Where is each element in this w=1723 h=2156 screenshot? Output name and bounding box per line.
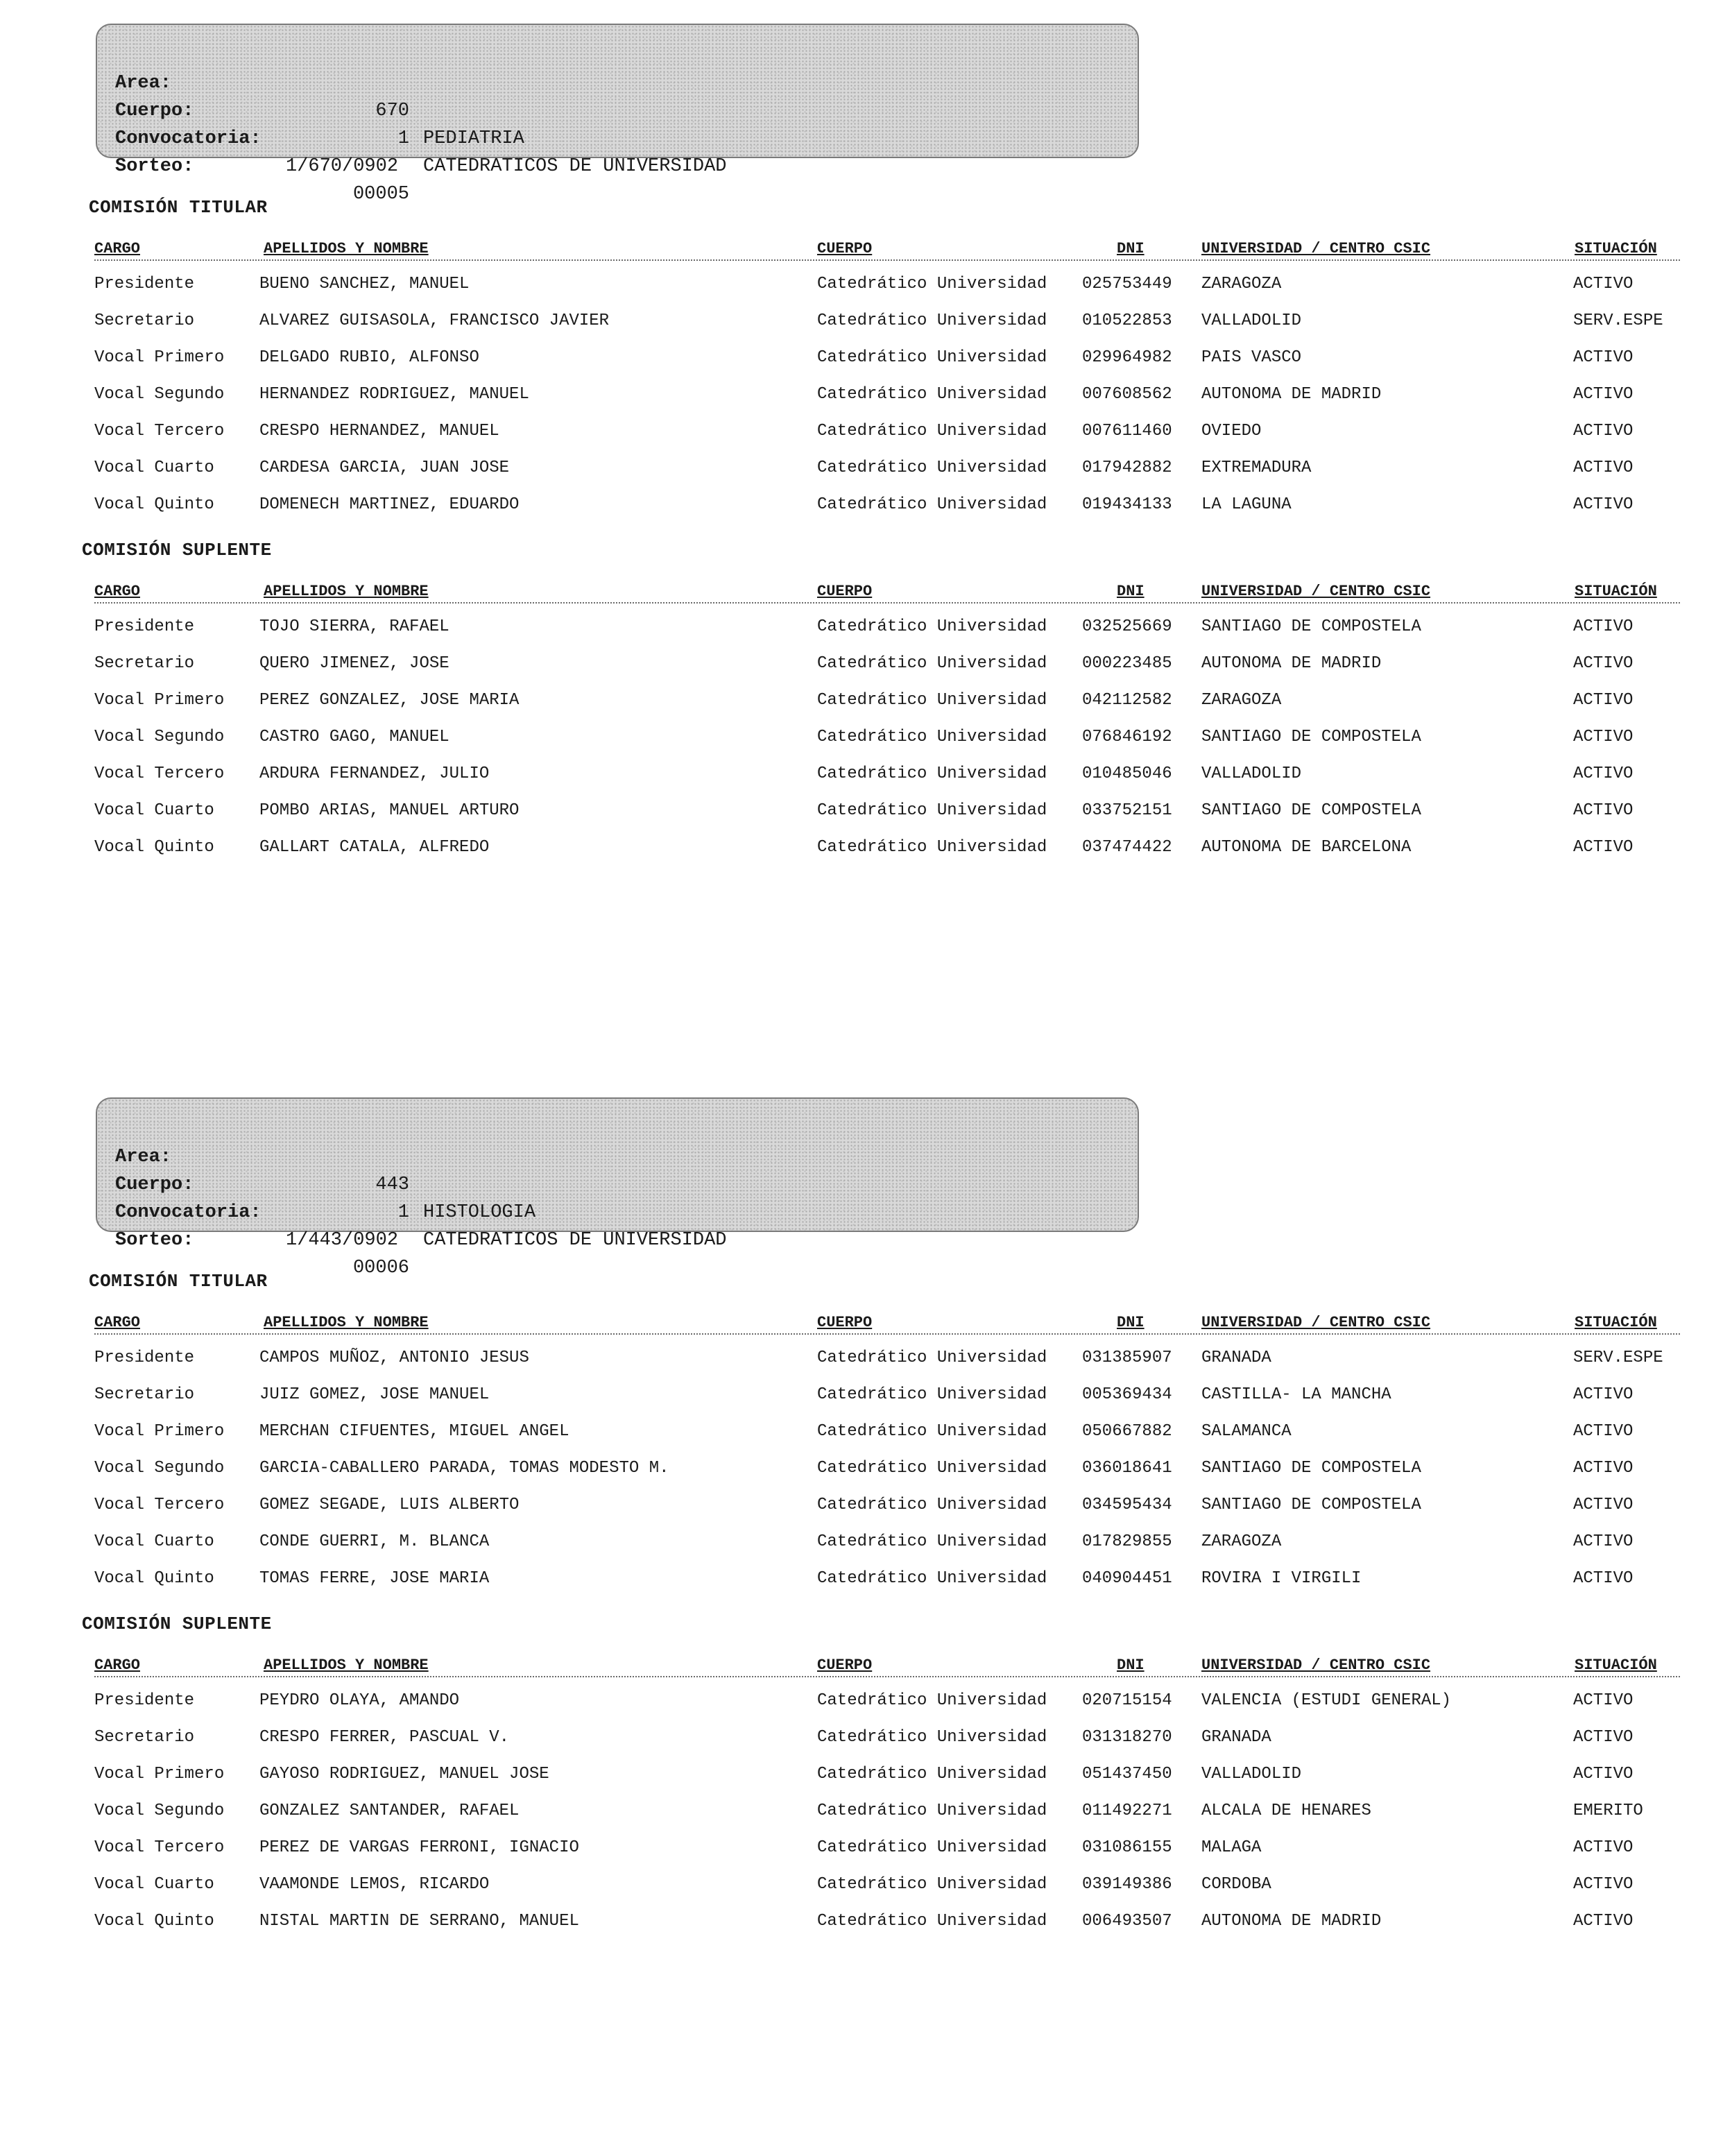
header-rule xyxy=(94,1676,1680,1677)
cuerpo-cell: Catedrático Universidad xyxy=(817,1691,1047,1710)
universidad-cell: CORDOBA xyxy=(1201,1875,1271,1894)
sorteo-label: Sorteo: xyxy=(115,156,194,177)
table-row xyxy=(0,1565,1723,1593)
cuerpo-cell: Catedrático Universidad xyxy=(817,617,1047,636)
cuerpo-cell: Catedrático Universidad xyxy=(817,1912,1047,1931)
table-row xyxy=(0,1761,1723,1788)
cuerpo-cell: Catedrático Universidad xyxy=(817,1385,1047,1404)
table-row xyxy=(0,760,1723,788)
situacion-cell: ACTIVO xyxy=(1573,1765,1634,1783)
situacion-cell: ACTIVO xyxy=(1573,1569,1634,1588)
sorteo-value: 00005 xyxy=(352,184,409,205)
dni-cell: 006493507 xyxy=(1082,1912,1172,1931)
table-row xyxy=(0,613,1723,641)
dni-cell: 000223485 xyxy=(1082,654,1172,673)
table-row xyxy=(0,797,1723,825)
cuerpo-cell: Catedrático Universidad xyxy=(817,311,1047,330)
apellidos-cell: TOJO SIERRA, RAFAEL xyxy=(259,617,449,636)
cuerpo-cell: Catedrático Universidad xyxy=(817,1422,1047,1441)
col-apellidos: APELLIDOS Y NOMBRE xyxy=(264,583,429,600)
universidad-cell: LA LAGUNA xyxy=(1201,495,1292,514)
universidad-cell: SANTIAGO DE COMPOSTELA xyxy=(1201,801,1421,820)
cuerpo-cell: Catedrático Universidad xyxy=(817,422,1047,440)
situacion-cell: ACTIVO xyxy=(1573,617,1634,636)
situacion-cell: ACTIVO xyxy=(1573,1838,1634,1857)
apellidos-cell: CAMPOS MUÑOZ, ANTONIO JESUS xyxy=(259,1349,529,1367)
dni-cell: 011492271 xyxy=(1082,1802,1172,1820)
cargo-cell: Vocal Primero xyxy=(94,348,225,367)
dni-cell: 050667882 xyxy=(1082,1422,1172,1441)
table-row xyxy=(0,834,1723,862)
dni-cell: 034595434 xyxy=(1082,1496,1172,1514)
apellidos-cell: NISTAL MARTIN DE SERRANO, MANUEL xyxy=(259,1912,579,1931)
dni-cell: 037474422 xyxy=(1082,838,1172,857)
universidad-cell: AUTONOMA DE MADRID xyxy=(1201,1912,1382,1931)
universidad-cell: SALAMANCA xyxy=(1201,1422,1292,1441)
cargo-cell: Vocal Cuarto xyxy=(94,1532,214,1551)
cuerpo-cell: Catedrático Universidad xyxy=(817,838,1047,857)
situacion-cell: ACTIVO xyxy=(1573,1728,1634,1747)
situacion-cell: EMERITO xyxy=(1573,1802,1643,1820)
dni-cell: 020715154 xyxy=(1082,1691,1172,1710)
dni-cell: 010522853 xyxy=(1082,311,1172,330)
cargo-cell: Vocal Tercero xyxy=(94,1838,225,1857)
cuerpo-cell: Catedrático Universidad xyxy=(817,1459,1047,1478)
cargo-cell: Secretario xyxy=(94,311,195,330)
convocatoria-value: 1/443/0902 xyxy=(286,1230,399,1251)
table-row xyxy=(0,1528,1723,1556)
situacion-cell: ACTIVO xyxy=(1573,1422,1634,1441)
universidad-cell: AUTONOMA DE MADRID xyxy=(1201,385,1382,404)
situacion-cell: ACTIVO xyxy=(1573,728,1634,746)
dni-cell: 051437450 xyxy=(1082,1765,1172,1783)
table-row xyxy=(0,381,1723,409)
cargo-cell: Vocal Primero xyxy=(94,1765,225,1783)
dni-cell: 031318270 xyxy=(1082,1728,1172,1747)
cargo-cell: Vocal Primero xyxy=(94,691,225,710)
cargo-cell: Vocal Quinto xyxy=(94,495,214,514)
table-row xyxy=(0,1724,1723,1752)
dni-cell: 019434133 xyxy=(1082,495,1172,514)
cargo-cell: Secretario xyxy=(94,1728,195,1747)
dni-cell: 010485046 xyxy=(1082,764,1172,783)
universidad-cell: ZARAGOZA xyxy=(1201,1532,1282,1551)
dni-cell: 033752151 xyxy=(1082,801,1172,820)
apellidos-cell: GALLART CATALA, ALFREDO xyxy=(259,838,490,857)
cuerpo-cell: Catedrático Universidad xyxy=(817,1569,1047,1588)
apellidos-cell: GARCIA-CABALLERO PARADA, TOMAS MODESTO M. xyxy=(259,1459,669,1478)
dni-cell: 005369434 xyxy=(1082,1385,1172,1404)
col-situacion: SITUACIÓN xyxy=(1575,1657,1657,1674)
dni-cell: 031385907 xyxy=(1082,1349,1172,1367)
cuerpo-cell: Catedrático Universidad xyxy=(817,764,1047,783)
table-row xyxy=(0,1871,1723,1899)
table-row xyxy=(0,418,1723,445)
table-row xyxy=(0,271,1723,298)
situacion-cell: ACTIVO xyxy=(1573,838,1634,857)
situacion-cell: ACTIVO xyxy=(1573,385,1634,404)
universidad-cell: VALENCIA (ESTUDI GENERAL) xyxy=(1201,1691,1452,1710)
apellidos-cell: PEREZ DE VARGAS FERRONI, IGNACIO xyxy=(259,1838,579,1857)
dni-cell: 076846192 xyxy=(1082,728,1172,746)
situacion-cell: ACTIVO xyxy=(1573,422,1634,440)
dni-cell: 036018641 xyxy=(1082,1459,1172,1478)
col-situacion: SITUACIÓN xyxy=(1575,240,1657,257)
comision-titular-title: COMISIÓN TITULAR xyxy=(89,1271,268,1292)
apellidos-cell: PEYDRO OLAYA, AMANDO xyxy=(259,1691,460,1710)
area-label: Area: xyxy=(115,73,172,94)
cuerpo-cell: Catedrático Universidad xyxy=(817,385,1047,404)
dni-cell: 040904451 xyxy=(1082,1569,1172,1588)
dni-cell: 032525669 xyxy=(1082,617,1172,636)
col-cuerpo: CUERPO xyxy=(817,1314,873,1331)
cuerpo-cell: Catedrático Universidad xyxy=(817,801,1047,820)
universidad-cell: SANTIAGO DE COMPOSTELA xyxy=(1201,1496,1421,1514)
cargo-cell: Vocal Tercero xyxy=(94,1496,225,1514)
table-row xyxy=(0,1834,1723,1862)
universidad-cell: SANTIAGO DE COMPOSTELA xyxy=(1201,617,1421,636)
convocatoria-header-box xyxy=(96,24,1139,205)
cuerpo-cell: Catedrático Universidad xyxy=(817,1765,1047,1783)
apellidos-cell: DOMENECH MARTINEZ, EDUARDO xyxy=(259,495,520,514)
apellidos-cell: GONZALEZ SANTANDER, RAFAEL xyxy=(259,1802,520,1820)
situacion-cell: SERV.ESPE xyxy=(1573,311,1663,330)
situacion-cell: ACTIVO xyxy=(1573,691,1634,710)
header-rule xyxy=(94,602,1680,604)
cargo-cell: Vocal Cuarto xyxy=(94,459,214,477)
universidad-cell: AUTONOMA DE MADRID xyxy=(1201,654,1382,673)
apellidos-cell: BUENO SANCHEZ, MANUEL xyxy=(259,275,470,293)
universidad-cell: ZARAGOZA xyxy=(1201,691,1282,710)
table-row xyxy=(0,1797,1723,1825)
cuerpo-cell: Catedrático Universidad xyxy=(817,348,1047,367)
cargo-cell: Presidente xyxy=(94,275,195,293)
situacion-cell: ACTIVO xyxy=(1573,495,1634,514)
situacion-cell: ACTIVO xyxy=(1573,1496,1634,1514)
apellidos-cell: HERNANDEZ RODRIGUEZ, MANUEL xyxy=(259,385,529,404)
table-row xyxy=(0,687,1723,715)
cuerpo-code: 1 xyxy=(397,1202,409,1223)
dni-cell: 007611460 xyxy=(1082,422,1172,440)
area-label: Area: xyxy=(115,1147,172,1167)
universidad-cell: ZARAGOZA xyxy=(1201,275,1282,293)
apellidos-cell: MERCHAN CIFUENTES, MIGUEL ANGEL xyxy=(259,1422,569,1441)
apellidos-cell: GOMEZ SEGADE, LUIS ALBERTO xyxy=(259,1496,520,1514)
table-row xyxy=(0,1491,1723,1519)
cuerpo-cell: Catedrático Universidad xyxy=(817,728,1047,746)
universidad-cell: AUTONOMA DE BARCELONA xyxy=(1201,838,1412,857)
cargo-cell: Vocal Segundo xyxy=(94,1802,225,1820)
area-name: HISTOLOGIA xyxy=(423,1202,536,1223)
table-row xyxy=(0,1418,1723,1446)
cuerpo-cell: Catedrático Universidad xyxy=(817,654,1047,673)
situacion-cell: ACTIVO xyxy=(1573,654,1634,673)
dni-cell: 031086155 xyxy=(1082,1838,1172,1857)
apellidos-cell: GAYOSO RODRIGUEZ, MANUEL JOSE xyxy=(259,1765,549,1783)
apellidos-cell: JUIZ GOMEZ, JOSE MANUEL xyxy=(259,1385,490,1404)
table-row xyxy=(0,491,1723,519)
col-universidad: UNIVERSIDAD / CENTRO CSIC xyxy=(1201,1314,1431,1331)
situacion-cell: ACTIVO xyxy=(1573,1385,1634,1404)
area-code: 443 xyxy=(375,1174,409,1195)
col-dni: DNI xyxy=(1117,583,1145,600)
universidad-cell: SANTIAGO DE COMPOSTELA xyxy=(1201,1459,1421,1478)
apellidos-cell: TOMAS FERRE, JOSE MARIA xyxy=(259,1569,490,1588)
table-row xyxy=(0,1687,1723,1715)
universidad-cell: GRANADA xyxy=(1201,1349,1271,1367)
universidad-cell: SANTIAGO DE COMPOSTELA xyxy=(1201,728,1421,746)
area-code: 670 xyxy=(375,101,409,121)
col-dni: DNI xyxy=(1117,240,1145,257)
col-cargo: CARGO xyxy=(94,583,141,600)
col-cargo: CARGO xyxy=(94,240,141,257)
cargo-cell: Vocal Primero xyxy=(94,1422,225,1441)
dni-cell: 017942882 xyxy=(1082,459,1172,477)
cuerpo-cell: Catedrático Universidad xyxy=(817,459,1047,477)
cargo-cell: Secretario xyxy=(94,1385,195,1404)
cargo-cell: Presidente xyxy=(94,1349,195,1367)
dni-cell: 007608562 xyxy=(1082,385,1172,404)
cuerpo-cell: Catedrático Universidad xyxy=(817,275,1047,293)
apellidos-cell: CONDE GUERRI, M. BLANCA xyxy=(259,1532,490,1551)
sorteo-value: 00006 xyxy=(352,1258,409,1278)
col-situacion: SITUACIÓN xyxy=(1575,583,1657,600)
col-dni: DNI xyxy=(1117,1657,1145,1674)
cuerpo-cell: Catedrático Universidad xyxy=(817,1838,1047,1857)
universidad-cell: ALCALA DE HENARES xyxy=(1201,1802,1371,1820)
universidad-cell: MALAGA xyxy=(1201,1838,1262,1857)
table-row xyxy=(0,1908,1723,1935)
apellidos-cell: CRESPO HERNANDEZ, MANUEL xyxy=(259,422,499,440)
universidad-cell: OVIEDO xyxy=(1201,422,1262,440)
situacion-cell: ACTIVO xyxy=(1573,275,1634,293)
universidad-cell: CASTILLA- LA MANCHA xyxy=(1201,1385,1391,1404)
cuerpo-name: CATEDRATICOS DE UNIVERSIDAD xyxy=(423,156,727,177)
table-row xyxy=(0,344,1723,372)
situacion-cell: ACTIVO xyxy=(1573,348,1634,367)
apellidos-cell: ARDURA FERNANDEZ, JULIO xyxy=(259,764,490,783)
cargo-cell: Presidente xyxy=(94,617,195,636)
cargo-cell: Vocal Quinto xyxy=(94,838,214,857)
table-row xyxy=(0,1381,1723,1409)
convocatoria-label: Convocatoria: xyxy=(115,1202,262,1223)
apellidos-cell: QUERO JIMENEZ, JOSE xyxy=(259,654,449,673)
cargo-cell: Vocal Quinto xyxy=(94,1569,214,1588)
apellidos-cell: VAAMONDE LEMOS, RICARDO xyxy=(259,1875,490,1894)
col-cuerpo: CUERPO xyxy=(817,240,873,257)
col-situacion: SITUACIÓN xyxy=(1575,1314,1657,1331)
situacion-cell: ACTIVO xyxy=(1573,764,1634,783)
cuerpo-cell: Catedrático Universidad xyxy=(817,1496,1047,1514)
header-rule xyxy=(94,1333,1680,1335)
situacion-cell: ACTIVO xyxy=(1573,1912,1634,1931)
dni-cell: 042112582 xyxy=(1082,691,1172,710)
comision-suplente-title: COMISIÓN SUPLENTE xyxy=(82,540,272,561)
col-cargo: CARGO xyxy=(94,1314,141,1331)
col-apellidos: APELLIDOS Y NOMBRE xyxy=(264,240,429,257)
table-row xyxy=(0,454,1723,482)
col-dni: DNI xyxy=(1117,1314,1145,1331)
col-cargo: CARGO xyxy=(94,1657,141,1674)
cargo-cell: Vocal Segundo xyxy=(94,1459,225,1478)
dni-cell: 025753449 xyxy=(1082,275,1172,293)
apellidos-cell: DELGADO RUBIO, ALFONSO xyxy=(259,348,479,367)
cargo-cell: Vocal Tercero xyxy=(94,422,225,440)
col-universidad: UNIVERSIDAD / CENTRO CSIC xyxy=(1201,583,1431,600)
dni-cell: 029964982 xyxy=(1082,348,1172,367)
cargo-cell: Vocal Cuarto xyxy=(94,1875,214,1894)
table-row xyxy=(0,724,1723,751)
universidad-cell: ROVIRA I VIRGILI xyxy=(1201,1569,1362,1588)
cuerpo-cell: Catedrático Universidad xyxy=(817,1349,1047,1367)
universidad-cell: GRANADA xyxy=(1201,1728,1271,1747)
cuerpo-code: 1 xyxy=(397,128,409,149)
cuerpo-label: Cuerpo: xyxy=(115,101,194,121)
universidad-cell: VALLADOLID xyxy=(1201,764,1302,783)
comision-suplente-title: COMISIÓN SUPLENTE xyxy=(82,1614,272,1634)
cargo-cell: Vocal Segundo xyxy=(94,728,225,746)
situacion-cell: ACTIVO xyxy=(1573,1875,1634,1894)
convocatoria-value: 1/670/0902 xyxy=(286,156,399,177)
apellidos-cell: CRESPO FERRER, PASCUAL V. xyxy=(259,1728,510,1747)
apellidos-cell: POMBO ARIAS, MANUEL ARTURO xyxy=(259,801,520,820)
situacion-cell: SERV.ESPE xyxy=(1573,1349,1663,1367)
situacion-cell: ACTIVO xyxy=(1573,1691,1634,1710)
situacion-cell: ACTIVO xyxy=(1573,459,1634,477)
cuerpo-cell: Catedrático Universidad xyxy=(817,691,1047,710)
cargo-cell: Secretario xyxy=(94,654,195,673)
table-row xyxy=(0,1344,1723,1372)
comision-titular-title: COMISIÓN TITULAR xyxy=(89,197,268,218)
cargo-cell: Vocal Cuarto xyxy=(94,801,214,820)
tribunal-block xyxy=(0,1074,1723,2156)
cargo-cell: Presidente xyxy=(94,1691,195,1710)
dni-cell: 039149386 xyxy=(1082,1875,1172,1894)
col-universidad: UNIVERSIDAD / CENTRO CSIC xyxy=(1201,1657,1431,1674)
universidad-cell: VALLADOLID xyxy=(1201,1765,1302,1783)
cuerpo-name: CATEDRATICOS DE UNIVERSIDAD xyxy=(423,1230,727,1251)
apellidos-cell: CASTRO GAGO, MANUEL xyxy=(259,728,449,746)
area-name: PEDIATRIA xyxy=(423,128,524,149)
col-cuerpo: CUERPO xyxy=(817,583,873,600)
cuerpo-cell: Catedrático Universidad xyxy=(817,1728,1047,1747)
universidad-cell: EXTREMADURA xyxy=(1201,459,1312,477)
apellidos-cell: PEREZ GONZALEZ, JOSE MARIA xyxy=(259,691,520,710)
universidad-cell: PAIS VASCO xyxy=(1201,348,1302,367)
convocatoria-label: Convocatoria: xyxy=(115,128,262,149)
apellidos-cell: CARDESA GARCIA, JUAN JOSE xyxy=(259,459,510,477)
situacion-cell: ACTIVO xyxy=(1573,801,1634,820)
sorteo-label: Sorteo: xyxy=(115,1230,194,1251)
cuerpo-cell: Catedrático Universidad xyxy=(817,1532,1047,1551)
col-apellidos: APELLIDOS Y NOMBRE xyxy=(264,1314,429,1331)
cargo-cell: Vocal Segundo xyxy=(94,385,225,404)
col-cuerpo: CUERPO xyxy=(817,1657,873,1674)
convocatoria-header-box xyxy=(96,1097,1139,1278)
cargo-cell: Vocal Quinto xyxy=(94,1912,214,1931)
situacion-cell: ACTIVO xyxy=(1573,1459,1634,1478)
cuerpo-label: Cuerpo: xyxy=(115,1174,194,1195)
dni-cell: 017829855 xyxy=(1082,1532,1172,1551)
apellidos-cell: ALVAREZ GUISASOLA, FRANCISCO JAVIER xyxy=(259,311,610,330)
universidad-cell: VALLADOLID xyxy=(1201,311,1302,330)
header-rule xyxy=(94,259,1680,261)
table-row xyxy=(0,1455,1723,1482)
cuerpo-cell: Catedrático Universidad xyxy=(817,1875,1047,1894)
cargo-cell: Vocal Tercero xyxy=(94,764,225,783)
table-row xyxy=(0,307,1723,335)
cuerpo-cell: Catedrático Universidad xyxy=(817,495,1047,514)
situacion-cell: ACTIVO xyxy=(1573,1532,1634,1551)
table-row xyxy=(0,650,1723,678)
col-universidad: UNIVERSIDAD / CENTRO CSIC xyxy=(1201,240,1431,257)
col-apellidos: APELLIDOS Y NOMBRE xyxy=(264,1657,429,1674)
cuerpo-cell: Catedrático Universidad xyxy=(817,1802,1047,1820)
